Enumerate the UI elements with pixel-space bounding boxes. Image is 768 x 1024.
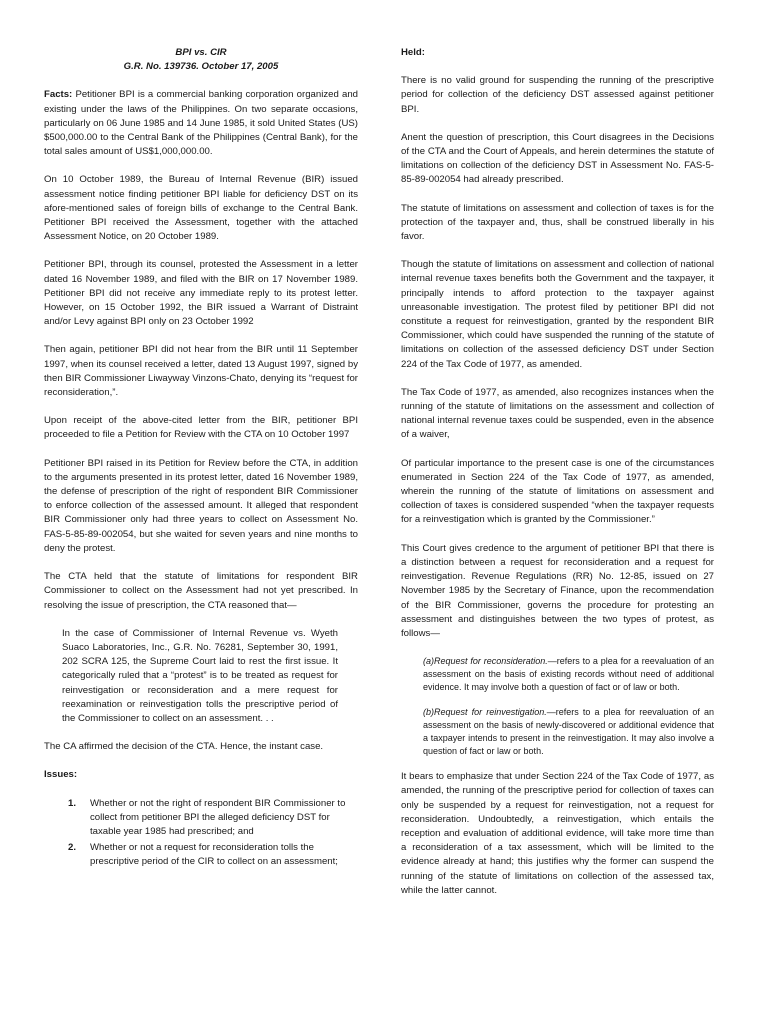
held-paragraph-7: This Court gives credence to the argument of petitioner BPI that there is a distinction between a request for reconsideration and a request for reinvestigation. Revenue Regulations (RR) No. 12-85, issued on 27 November 1985 by the Secretary of Finance, upon the recommendation of the BIR Commissioner, governs the procedure for protesting an assessment and distinguishes between the two types of protest, as follows— <box>401 542 714 639</box>
issues-heading: Issues: <box>44 769 78 781</box>
left-column <box>44 46 358 872</box>
definition-term: (a)Request for reconsideration. <box>423 656 548 667</box>
issue-number: 2. <box>68 842 77 854</box>
held-heading: Held: <box>401 47 425 58</box>
case-title: BPI vs. CIR <box>175 47 227 58</box>
issues-list <box>44 797 358 870</box>
facts-paragraph-8: The CA affirmed the decision of the CTA. Hence, the instant case. <box>44 741 324 753</box>
facts-paragraph-5: Upon receipt of the above-cited letter from the BIR, petitioner BPI proceeded to file a Petition for Review with the CTA on 10 October 1997 <box>44 415 358 441</box>
facts-paragraph-2: On 10 October 1989, the Bureau of Internal Revenue (BIR) issued assessment notice finding petitioner BPI liable for deficiency DST on its afore-mentioned sales of foreign bills of exchange to the Central Bank. Petitioner BPI received the Assessment, together with the attached Assessment Notice, on 20 October 1989. <box>44 174 358 243</box>
facts-paragraph-7: The CTA held that the statute of limitations for respondent BIR Commissioner to collect on the Assessment had not yet prescribed. In resolving the issue of prescription, the CTA reasoned that— <box>44 571 358 611</box>
issue-text: Whether or not the right of respondent BIR Commissioner to collect from petitioner BPI the alleged deficiency DST for taxable year 1985 had prescribed; and <box>90 797 346 837</box>
facts-text: Petitioner BPI is a commercial banking corporation organized and existing under the laws of the Philippines. On two separate occasions, particularly on 06 June 1985 and 14 June 1985, it sold United States (US) $500,000.00 to the Central Bank of the Philippines (Central Bank), for the total sales amount of US$1,000,000.00. <box>44 89 358 158</box>
definition-reinvestigation <box>401 706 714 758</box>
case-citation: G.R. No. 139736. October 17, 2005 <box>123 61 279 73</box>
held-paragraph-4: Though the statute of limitations on assessment and collection of national internal revenue taxes benefits both the Government and the taxpayer, it principally intends to afford protection to the taxpayer against unreasonable investigation. The protest filed by petitioner BPI did not constitute a request for reinvestigation, granted by the respondent BIR Commissioner, which could have suspended the running of the statute of limitations on collection of the assessed deficiency DST under Section 224 of the Tax Code of 1977, as amended. <box>401 259 714 370</box>
held-paragraph-5: The Tax Code of 1977, as amended, also recognizes instances when the running of the statute of limitations on the assessment and collection of national internal revenue taxes could be suspended, even in the absence of a waiver, <box>401 386 714 441</box>
facts-paragraph-3: Petitioner BPI, through its counsel, protested the Assessment in a letter dated 16 November 1989, and filed with the BIR on 17 November 1989. Petitioner BPI did not receive any immediate reply to its protest letter. However, on 15 October 1992, the BIR issued a Warrant of Distraint and/or Levy against BPI only on 23 October 1992 <box>44 259 358 328</box>
held-paragraph-2: Anent the question of prescription, this Court disagrees in the Decisions of the CTA and the Court of Appeals, and herein determines the statute of limitations on collection of the deficiency DST in Assessment No. FAS-5-85-89-002054 had already prescribed. <box>401 131 714 186</box>
held-paragraph-6: Of particular importance to the present case is one of the circumstances enumerated in Section 224 of the Tax Code of 1977, as amended, wherein the running of the statute of limitations on assessment and collection of taxes is considered suspended “when the taxpayer requests for a reinvestigation which is granted by the Commissioner.” <box>401 457 714 526</box>
facts-paragraph <box>44 88 358 159</box>
held-paragraph-3: The statute of limitations on assessment and collection of taxes is for the protection of the taxpayer and, thus, shall be construed liberally in his favor. <box>401 202 714 243</box>
cta-quote-block: In the case of Commissioner of Internal Revenue vs. Wyeth Suaco Laboratories, Inc., G.R. No. 76281, September 30, 1991, 202 SCRA 125, the Supreme Court laid to rest the first issue. It categorically ruled that a “protest” is to be treated as request for reinvestigation or reconsideration and a mere request for reexamination or reinvestigation tolls the prescriptive period of the Commissioner to collect on an assessment. . . <box>62 627 338 724</box>
facts-paragraph-6: Petitioner BPI raised in its Petition for Review before the CTA, in addition to the arguments presented in its protest letter, dated 16 November 1989, the defense of prescription of the right of respondent BIR Commissioner to enforce collection of the assessed amount. It alleged that respondent BIR Commissioner only had three years to collect on Assessment No. FAS-5-85-89-002054, but she waited for seven years and nine months to deny the protest. <box>44 457 358 554</box>
held-paragraph-1: There is no valid ground for suspending the running of the prescriptive period for collection of the deficiency DST assessed against petitioner BPI. <box>401 75 714 115</box>
definition-term: (b)Request for reinvestigation. <box>423 707 547 718</box>
definition-text: —refers to a plea for a reevaluation of an assessment on the basis of existing records without need of additional evidence. It may involve both a question of fact or of law or both. <box>423 656 714 693</box>
facts-paragraph-4: Then again, petitioner BPI did not hear from the BIR until 11 September 1997, when its counsel received a letter, dated 13 August 1997, signed by then BIR Commissioner Liwayway Vinzons-Chato, denying its “request for reconsideration,”. <box>44 344 358 399</box>
held-paragraph-8: It bears to emphasize that under Section 224 of the Tax Code of 1977, as amended, the running of the prescriptive period for collection of taxes can only be suspended by a request for reinvestigation, not a request for reconsideration. Undoubtedly, a reinvestigation, which entails the reception and evaluation of additional evidence, will take more time than a reconsideration of a tax assessment, which will be limited to the evidence already at hand; this justifies why the former can suspend the running of the statute of limitations on collection of the assessed tax, while the latter cannot. <box>401 771 714 896</box>
definition-reconsideration <box>401 655 714 694</box>
issue-text: Whether or not a request for reconsideration tolls the prescriptive period of the CIR to collect on an assessment; <box>90 842 338 868</box>
facts-label: Facts: <box>44 89 73 101</box>
issue-number: 1. <box>68 797 77 809</box>
issue-item-2 <box>44 841 358 869</box>
right-column <box>401 46 714 912</box>
issue-item-1 <box>44 797 358 840</box>
definition-text: —refers to a plea for reevaluation of an assessment on the basis of newly-discovered or additional evidence that a taxpayer intends to present in the reinvestigation. It may also involve a question of fact or law or both. <box>423 707 714 757</box>
